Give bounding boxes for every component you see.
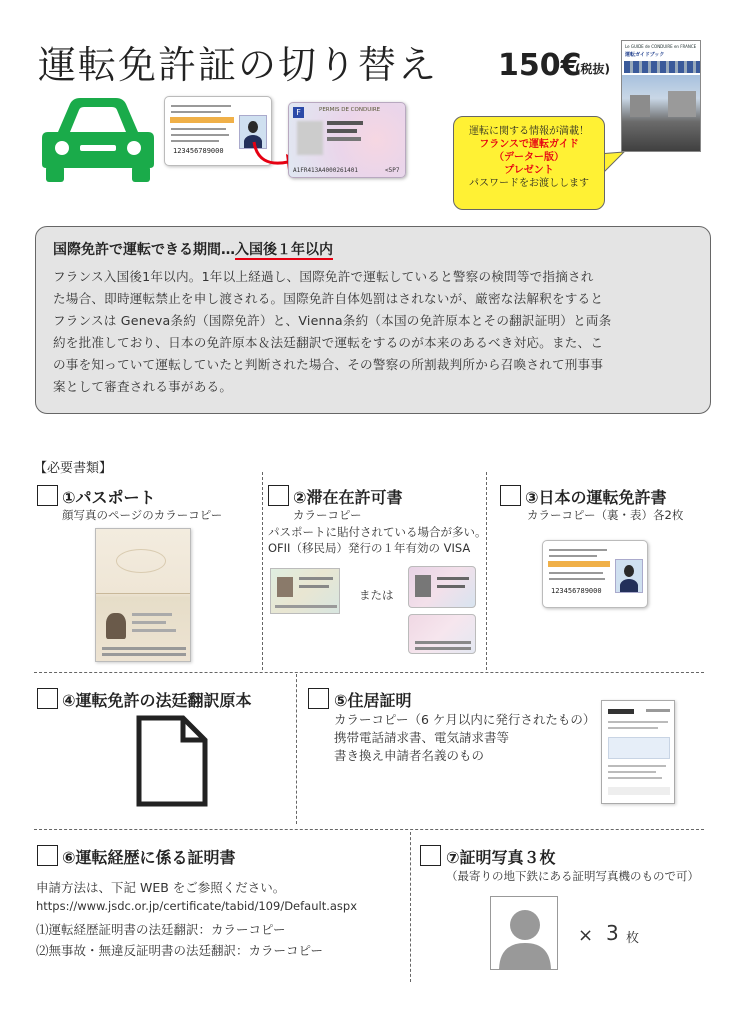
japanese-license-sample: 123456789000 [542, 540, 648, 608]
checkbox-driving-history[interactable] [37, 845, 58, 866]
card-photo [297, 121, 323, 155]
item-japanese-license-title: ③日本の運転免許書 [525, 488, 667, 507]
item-residence-permit-title: ②滞在在許可書 [293, 488, 403, 507]
photo-count-unit: 枚 [626, 931, 640, 946]
required-documents-label: 【必要書類】 [34, 461, 113, 476]
divider [296, 674, 297, 824]
times-symbol: × [578, 925, 594, 946]
page-title: 運転免許証の切り替え [38, 43, 439, 87]
visa-sticker-image [270, 568, 340, 614]
french-license-card: F PERMIS DE CONDUIRE A1FR413A4000261401 <5P7 [288, 102, 406, 178]
divider [486, 472, 487, 670]
item-court-translation-title: ④運転免許の法廷翻訳原本 [62, 691, 252, 710]
person-icon [491, 897, 558, 970]
card-number: 123456789000 [173, 147, 224, 155]
card-photo [615, 559, 643, 593]
residence-card-back-image [408, 614, 476, 654]
item-proof-of-address-title: ⑤住居証明 [334, 691, 412, 710]
utility-bill-image [601, 700, 675, 804]
checkbox-court-translation[interactable] [37, 688, 58, 709]
or-label: または [359, 588, 394, 602]
divider [262, 472, 263, 670]
checkbox-id-photos[interactable] [420, 845, 441, 866]
price-tax-note: (税抜) [575, 62, 610, 76]
price: 150€ [498, 48, 582, 83]
jsdc-link[interactable]: https://www.jsdc.or.jp/certificate/tabid/109/Default.aspx [36, 899, 358, 913]
id-photo-placeholder [490, 896, 558, 970]
info-body: フランス入国後1年以内。1年以上経過し、国際免許で運転していると警察の検問等で指摘され た場合、即時運転禁止を申し渡される。国際免許自体処罰はされないが、厳密な法解釈をすると フランスは Geneva条約（国際免許）と、Vienna条約（本国の免許原本とその翻訳証明）と両条 約を批准しており、日本の免許原本＆法廷翻訳で運転をするのが本来のあるべき対応。また、こ の事を知っていて運転していたと判断された場合、その警察の所割裁判所から召喚されて刑事事 案として審査される事がある。 [53, 269, 612, 394]
info-title: 国際免許で運転できる期間…入国後１年以内 [53, 242, 333, 258]
divider [410, 832, 411, 982]
item-driving-history-title: ⑥運転経歴に係る証明書 [62, 848, 236, 867]
divider [34, 672, 704, 673]
item-id-photos-title: ⑦証明写真３枚 [446, 848, 556, 867]
car-icon [36, 92, 160, 186]
item-passport-title: ①パスポート [62, 488, 156, 507]
residence-card-front-image [408, 566, 476, 608]
divider [34, 829, 704, 830]
checkbox-proof-of-address[interactable] [308, 688, 329, 709]
passport-image [95, 528, 191, 662]
checkbox-japanese-license[interactable] [500, 485, 521, 506]
card-number: A1FR413A4000261401 [293, 167, 359, 174]
document-icon [135, 714, 209, 808]
item-passport-sub: 顔写真のページのカラーコピー [62, 508, 223, 522]
guide-promo-bubble: 運転に関する情報が満載！ フランスで運転ガイド （データー版） プレゼント パスワードをお渡しします [453, 116, 605, 210]
photo-count: 3 [606, 921, 619, 945]
checkbox-passport[interactable] [37, 485, 58, 506]
guidebook-cover: Le GUIDE de CONDUIRE en FRANCE 運転ガイドブック [621, 40, 701, 152]
checkbox-residence-permit[interactable] [268, 485, 289, 506]
